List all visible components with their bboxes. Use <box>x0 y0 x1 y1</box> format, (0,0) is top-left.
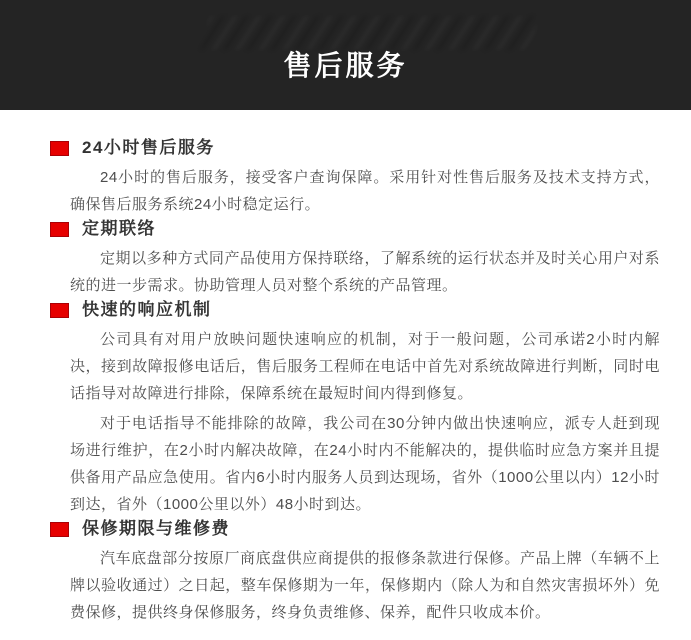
section-heading-row <box>50 218 660 240</box>
section-paragraph: 对于电话指导不能排除的故障，我公司在30分钟内做出快速响应，派专人赶到现场进行维护，在2小时内解决故障，在24小时内不能解决的，提供临时应急方案并且提供备用产品应急使用。省内6小时内服务人员到达现场，省外（1000公里以内）12小时到达，省外（1000公里以外）48小时到达。 <box>70 415 660 513</box>
section-regular-contact <box>50 218 660 299</box>
page-title: 售后服务 <box>283 50 408 81</box>
section-title: 保修期限与维修费 <box>82 519 230 538</box>
watermark-smudge <box>201 16 539 50</box>
section-title: 定期联络 <box>82 219 156 238</box>
red-square-bullet-icon <box>50 522 69 537</box>
section-heading-row <box>50 518 660 540</box>
red-square-bullet-icon <box>50 303 69 318</box>
section-paragraph: 公司具有对用户放映问题快速响应的机制，对于一般问题，公司承诺2小时内解决，接到故障报修电话后，售后服务工程师在电话中首先对系统故障进行判断，同时电话指导对故障进行排除，保障系统在最短时间内得到修复。 <box>70 331 660 402</box>
content-area <box>0 110 691 640</box>
section-title: 快速的响应机制 <box>82 300 212 319</box>
section-warranty-and-repair-fee <box>50 518 660 626</box>
section-24h-after-sales <box>50 137 660 218</box>
section-heading-row <box>50 299 660 321</box>
section-rapid-response <box>50 299 660 518</box>
page-header-banner <box>0 0 691 110</box>
red-square-bullet-icon <box>50 141 69 156</box>
red-square-bullet-icon <box>50 222 69 237</box>
section-paragraph: 定期以多种方式同产品使用方保持联络，了解系统的运行状态并及时关心用户对系统的进一步需求。协助管理人员对整个系统的产品管理。 <box>70 250 660 294</box>
section-heading-row <box>50 137 660 159</box>
section-paragraph: 汽车底盘部分按原厂商底盘供应商提供的报修条款进行保修。产品上牌（车辆不上牌以验收通过）之日起，整车保修期为一年，保修期内（除人为和自然灾害损坏外）免费保修，提供终身保修服务，终身负责维修、保养，配件只收成本价。 <box>70 550 660 621</box>
section-title: 24小时售后服务 <box>82 138 215 157</box>
section-paragraph: 24小时的售后服务，接受客户查询保障。采用针对性售后服务及技术支持方式，确保售后服务系统24小时稳定运行。 <box>70 169 660 213</box>
